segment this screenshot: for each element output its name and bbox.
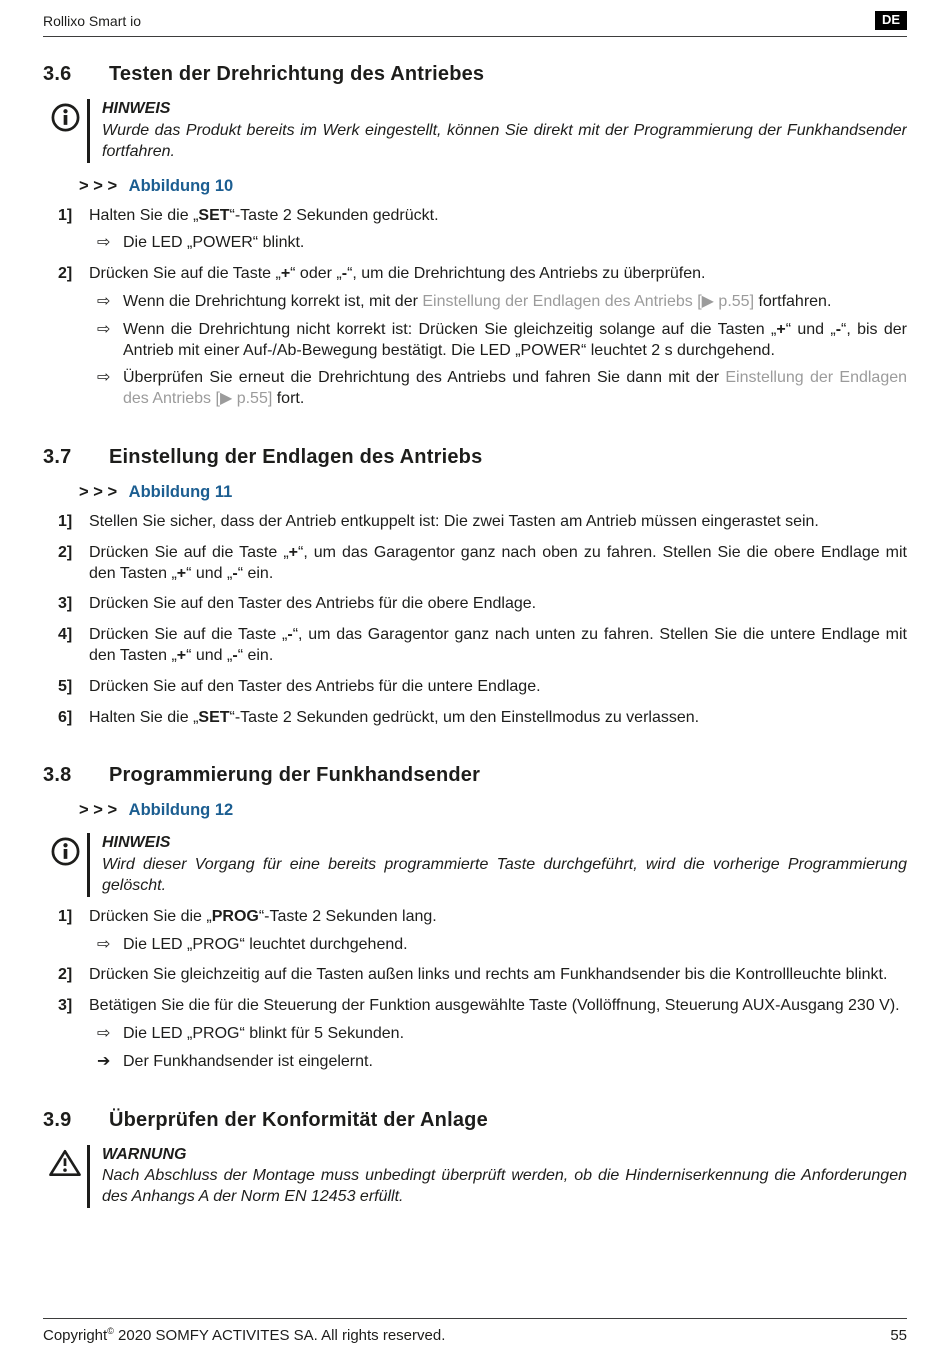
text-run: Drücken Sie gleichzeitig auf die Tasten außen links und rechts am Funkhandsender bis die Kontrollleuchte blinkt. — [89, 966, 888, 984]
step-item — [43, 996, 907, 1017]
note-warnung — [43, 1145, 907, 1208]
text-run: + — [176, 647, 187, 664]
page-footer — [43, 1319, 907, 1357]
step-item — [43, 512, 907, 533]
result-item — [43, 1052, 907, 1073]
step-number: 3] — [58, 595, 73, 613]
text-run: Drücken Sie auf die Taste „ — [89, 265, 281, 283]
sub-step-item — [43, 368, 907, 410]
copyright-text — [43, 1326, 445, 1344]
info-circle-icon — [43, 833, 87, 896]
content — [43, 37, 907, 1318]
text-run: Halten Sie die „ — [89, 708, 199, 726]
arrow-right-outline-icon: ⇨ — [97, 320, 111, 338]
text-run: SET — [198, 206, 230, 224]
text-run: “, um das Garagentor ganz nach oben zu fahren. Stellen Sie die obere Endlage mit den Tasten „ — [89, 543, 907, 582]
arrow-right-outline-icon: ⇨ — [97, 1024, 111, 1042]
text-run: “-Taste 2 Sekunden gedrückt. — [229, 206, 439, 224]
text-run: - — [232, 647, 238, 664]
info-circle-icon — [43, 99, 87, 162]
step-item — [43, 594, 907, 615]
text-run: Halten Sie die „ — [89, 206, 199, 224]
note-text: Wird dieser Vorgang für eine bereits programmierte Taste durchgeführt, wird die vorherige Programmierung gelöscht. — [102, 856, 907, 894]
figure-link[interactable]: Abbildung 10 — [128, 176, 234, 195]
text-run: Drücken Sie die „ — [89, 907, 212, 925]
note-label: HINWEIS — [102, 100, 171, 118]
text-run: - — [287, 626, 293, 644]
text-run: “ und „ — [186, 564, 233, 582]
sub-step-text — [123, 233, 907, 254]
text-run: Drücken Sie auf den Taster des Antriebs für die obere Endlage. — [89, 595, 537, 613]
section-heading — [43, 1109, 907, 1132]
arrow-right-outline-icon: ⇨ — [97, 369, 111, 387]
step-item — [43, 625, 907, 667]
note-body — [90, 99, 907, 162]
note-label: WARNUNG — [102, 1145, 187, 1163]
text-run: fortfahren. — [754, 293, 832, 311]
section-heading — [43, 63, 907, 86]
text-run: “, um das Garagentor ganz nach unten zu fahren. Stellen Sie die untere Endlage mit den Tasten „ — [89, 626, 907, 664]
step-text — [89, 264, 907, 285]
step-text — [89, 907, 907, 928]
text-run: Die LED „PROG“ leuchtet durchgehend. — [123, 935, 408, 953]
text-run: Überprüfen Sie erneut die Drehrichtung des Antriebs und fahren Sie dann mit der — [123, 369, 726, 387]
section-number: 3.6 — [43, 63, 72, 86]
text-run: “-Taste 2 Sekunden lang. — [258, 907, 437, 925]
figure-prefix-chevrons: > > > — [79, 176, 122, 195]
step-number: 5] — [58, 677, 73, 695]
text-run: Wenn die Drehrichtung korrekt ist, mit der — [123, 293, 423, 311]
note-label: HINWEIS — [102, 834, 171, 852]
text-run: Die LED „PROG“ blinkt für 5 Sekunden. — [123, 1024, 405, 1042]
page-number: 55 — [890, 1327, 907, 1344]
section-3.8 — [43, 764, 907, 1072]
text-run: + — [776, 320, 786, 338]
text-run: “ und „ — [785, 320, 836, 338]
section-3.9 — [43, 1109, 907, 1208]
text-run: PROG — [211, 907, 259, 925]
step-item — [43, 965, 907, 986]
text-run: + — [288, 543, 298, 561]
step-number: 3] — [58, 997, 73, 1015]
text-run: “ oder „ — [290, 265, 342, 283]
figure-link[interactable]: Abbildung 11 — [128, 483, 233, 502]
section-title: Programmierung der Funkhandsender — [109, 764, 481, 787]
step-item — [43, 907, 907, 928]
step-number: 1] — [58, 907, 73, 925]
text-run: Drücken Sie auf den Taster des Antriebs für die untere Endlage. — [89, 677, 541, 695]
text-run: - — [341, 265, 348, 283]
section-heading — [43, 446, 907, 469]
step-text — [89, 677, 907, 698]
section-number: 3.8 — [43, 764, 72, 787]
section-title: Einstellung der Endlagen des Antriebs — [109, 446, 483, 469]
sub-step-text — [123, 292, 907, 313]
text-run: + — [176, 564, 187, 582]
step-text — [89, 594, 907, 615]
sub-step-item — [43, 1024, 907, 1045]
warning-triangle-icon — [43, 1145, 87, 1208]
copyright-rest: 2020 SOMFY ACTIVITES SA. All rights reserved. — [113, 1327, 446, 1344]
step-number: 6] — [58, 708, 73, 726]
text-run: + — [280, 265, 291, 283]
text-run: fort. — [272, 390, 305, 408]
text-run: “ ein. — [237, 564, 274, 582]
figure-reference — [43, 801, 907, 820]
step-item — [43, 708, 907, 729]
step-item — [43, 677, 907, 698]
text-run: Wenn die Drehrichtung nicht korrekt ist: Drücken Sie gleichzeitig solange auf die Tasten „ — [123, 320, 777, 338]
note-hinweis — [43, 833, 907, 896]
step-text — [89, 965, 907, 986]
step-text — [89, 625, 907, 667]
text-run: SET — [198, 708, 230, 726]
step-number: 4] — [58, 626, 73, 644]
text-run: - — [835, 320, 842, 338]
language-badge: DE — [875, 11, 907, 30]
text-run: Drücken Sie auf die Taste „ — [89, 543, 289, 561]
figure-link[interactable]: Abbildung 12 — [128, 801, 234, 820]
text-run: “ und „ — [186, 647, 233, 664]
text-run: “, bis der Antrieb mit einer Auf-/Ab-Bewegung bestätigt. Die LED „POWER“ leuchtet 2 s durchgehend. — [123, 320, 907, 359]
sub-step-item — [43, 935, 907, 956]
copyright-symbol: © — [107, 1326, 114, 1336]
doc-title: Rollixo Smart io — [43, 12, 142, 29]
sub-step-item — [43, 292, 907, 313]
step-item — [43, 206, 907, 227]
text-run: Drücken Sie auf die Taste „ — [89, 626, 288, 644]
section-title: Überprüfen der Konformität der Anlage — [109, 1108, 488, 1131]
text-run: Betätigen Sie die für die Steuerung der Funktion ausgewählte Taste (Vollöffnung, Steuerung AUX-Ausgang 230 V). — [89, 997, 900, 1015]
step-number: 2] — [58, 543, 73, 561]
text-run: Der Funkhandsender ist eingelernt. — [123, 1052, 373, 1070]
section-number: 3.7 — [43, 446, 72, 469]
step-text — [89, 512, 907, 533]
note-hinweis — [43, 99, 907, 162]
step-item — [43, 264, 907, 285]
figure-prefix-chevrons: > > > — [79, 483, 122, 502]
step-text — [89, 708, 907, 729]
step-number: 1] — [58, 206, 73, 224]
section-3.6 — [43, 63, 907, 410]
text-run: - — [232, 564, 238, 582]
step-text — [89, 996, 907, 1017]
sub-step-text — [123, 935, 907, 956]
section-3.7 — [43, 446, 907, 728]
copyright-word: Copyright — [43, 1327, 108, 1344]
text-run: Die LED „POWER“ blinkt. — [123, 234, 305, 252]
section-number: 3.9 — [43, 1108, 72, 1131]
text-run: “-Taste 2 Sekunden gedrückt, um den Einstellmodus zu verlassen. — [229, 708, 700, 726]
section-title: Testen der Drehrichtung des Antriebes — [109, 63, 485, 86]
step-number: 2] — [58, 966, 73, 984]
sub-step-text — [123, 1024, 907, 1045]
figure-reference — [43, 483, 907, 502]
step-number: 2] — [58, 265, 73, 283]
figure-prefix-chevrons: > > > — [79, 801, 122, 820]
cross-ref-link[interactable]: Einstellung der Endlagen des Antriebs [▶ p.55] — [422, 293, 755, 311]
result-text — [123, 1052, 907, 1073]
cross-ref-link[interactable]: Einstellung der Endlagen des Antriebs [▶ p.55] — [123, 369, 907, 408]
text-run: “, um die Drehrichtung des Antriebs zu überprüfen. — [347, 265, 706, 283]
sub-step-text — [123, 368, 907, 410]
step-item — [43, 543, 907, 585]
section-heading — [43, 764, 907, 787]
arrow-right-solid-icon: ➔ — [97, 1052, 111, 1070]
arrow-right-outline-icon: ⇨ — [97, 234, 111, 252]
note-text: Wurde das Produkt bereits im Werk eingestellt, können Sie direkt mit der Programmierung der Funkhandsender fortfahren. — [102, 122, 907, 160]
step-number: 1] — [58, 513, 73, 531]
sub-step-item — [43, 233, 907, 254]
page-header — [43, 0, 907, 36]
sub-step-text — [123, 320, 907, 362]
note-body — [90, 1145, 907, 1208]
text-run: Stellen Sie sicher, dass der Antrieb entkuppelt ist: Die zwei Tasten am Antrieb müssen eingerastet sein. — [89, 513, 819, 531]
step-text — [89, 543, 907, 585]
figure-reference — [43, 177, 907, 196]
note-text: Nach Abschluss der Montage muss unbedingt überprüft werden, ob die Hinderniserkennung die Anforderungen des Anhangs A der Norm EN 12453 erfüllt. — [102, 1167, 907, 1206]
sub-step-item — [43, 320, 907, 362]
text-run: “ ein. — [237, 647, 274, 664]
step-text — [89, 206, 907, 227]
arrow-right-outline-icon: ⇨ — [97, 935, 111, 953]
note-body — [90, 833, 907, 896]
arrow-right-outline-icon: ⇨ — [97, 293, 111, 311]
